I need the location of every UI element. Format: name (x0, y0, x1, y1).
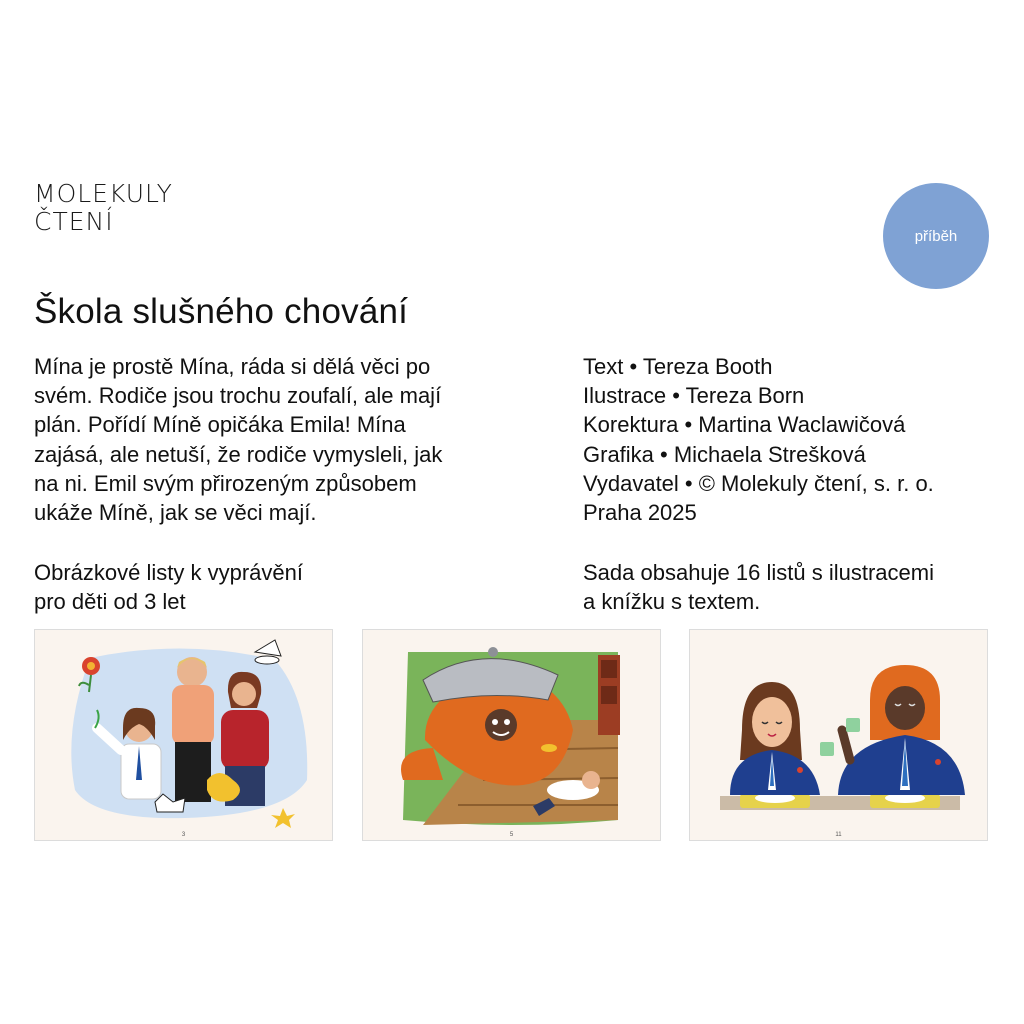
contents-line: a knížku s textem. (583, 589, 761, 615)
category-badge-label: příběh (914, 227, 958, 245)
brand-logo (34, 180, 173, 236)
story-description (34, 352, 512, 527)
audience-note (34, 558, 303, 616)
brand-logo-line-1: MOLEKULY (34, 179, 173, 208)
illustration-sheet-1 (34, 629, 333, 841)
orangutan-lampshade-illustration (363, 630, 661, 841)
audience-line: Obrázkové listy k vyprávění (34, 560, 303, 585)
credit-line-proofreading: Korektura • Martina Waclawičová (583, 412, 906, 438)
description-line: ukáže Míně, jak se věci mají. (34, 500, 317, 526)
description-line: na ni. Emil svým přirozeným způsobem (34, 470, 417, 496)
description-line: svém. Rodiče jsou trochu zoufalí, ale mají (34, 383, 442, 409)
description-line: Mína je prostě Mína, ráda si dělá věci po (34, 354, 431, 379)
credit-line-text: Text • Tereza Booth (583, 354, 773, 379)
credit-line-publisher: Vydavatel • © Molekuly čtení, s. r. o. (583, 470, 934, 496)
sheet-page-number: 5 (509, 832, 514, 838)
contents-line: Sada obsahuje 16 listů s ilustracemi (583, 560, 934, 585)
category-badge (883, 183, 989, 289)
brand-logo-line-2: ČTENÍ (34, 207, 114, 236)
credit-line-place-year: Praha 2025 (583, 500, 697, 526)
sheet-page-number: 11 (835, 832, 842, 838)
illustration-sheet-3 (689, 629, 988, 841)
credit-line-graphics: Grafika • Michaela Strešková (583, 441, 866, 467)
description-line: zajásá, ale netuší, že rodiče vymysleli, jak (34, 441, 443, 467)
product-title: Škola slušného chování (34, 292, 409, 331)
audience-line: pro děti od 3 let (34, 589, 186, 615)
sheet-page-number: 3 (181, 832, 186, 838)
illustration-sheet-2 (362, 629, 661, 841)
family-portrait-illustration (35, 630, 333, 841)
girl-orangutan-table-illustration (690, 630, 988, 841)
credit-line-illustration: Ilustrace • Tereza Born (583, 383, 805, 409)
credits-list (583, 352, 1003, 527)
description-line: plán. Pořídí Míně opičáka Emila! Mína (34, 412, 406, 438)
set-contents-note (583, 558, 934, 616)
